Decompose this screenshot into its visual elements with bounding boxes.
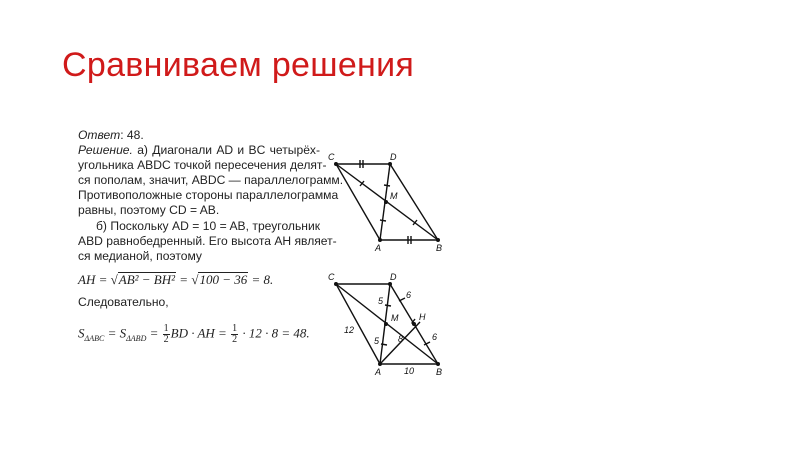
slide-title: Сравниваем решения [62,46,415,84]
length-ab: 10 [404,366,415,376]
formula-s-lhs: S [78,325,85,341]
label-d: D [390,152,397,162]
length-ca: 12 [344,325,355,335]
formula-s-eq1: = S [104,325,127,341]
answer-value: : 48. [120,128,144,142]
part-a-line-1 [78,143,320,158]
answer-label: Ответ [78,128,121,142]
figure-parallelogram-2 [320,270,450,380]
formula-s-end: · 12 · 8 = 48. [239,325,310,341]
point-m-2 [384,322,388,326]
frac2-num: 1 [232,323,238,335]
length-hb: 6 [432,332,438,342]
point-d-2 [388,282,392,286]
formula-ah-eq: = [176,271,192,287]
length-ma: 5 [374,336,380,346]
part-b-line-2: ABD равнобедренный. Его высота AH являет- [78,233,337,248]
formula-s-eq2: = [146,325,162,341]
frac1-num: 1 [163,323,169,335]
length-mh: 8 [398,334,404,344]
frac2-den: 2 [232,334,238,346]
point-m [384,200,388,204]
point-c [334,162,338,166]
formula-ah [78,272,320,287]
length-dh: 6 [406,290,412,300]
sqrt-sign-2: √ [191,271,199,287]
solution-text [78,128,344,346]
point-d [388,162,392,166]
point-b [436,238,440,242]
length-dm: 5 [378,296,384,306]
part-b-line-1: б) Поскольку AD = 10 = AB, треугольник [96,218,320,233]
label-b: B [436,243,443,253]
part-a-line-4: Противоположные стороны параллелограмма [78,188,339,203]
formula-ah-radicand-1: AB² − BH² [118,271,176,287]
formula-s-sub-1: ΔABC [84,334,105,344]
label-b-2: B [436,367,443,377]
frac1-den: 2 [163,334,169,346]
answer-line [78,128,320,143]
formula-ah-lhs: AH = [78,271,108,287]
label-m-2: M [391,313,399,323]
part-a-line-3: ся пополам, значит, ABDC — параллелограмм. [78,173,344,188]
point-h [412,322,416,326]
label-d-2: D [390,272,397,282]
tick-diag-2 [380,220,386,221]
tick-dm [385,305,391,306]
formula-s-mid: BD · AH = [170,325,231,341]
sqrt-sign-1: √ [110,271,118,287]
formula-s-sub-2: ΔABD [126,334,147,344]
label-a: A [375,243,382,253]
formula-area [78,324,320,346]
fraction-half-1 [163,324,170,345]
point-a [378,238,382,242]
label-c: C [328,152,335,162]
point-c-2 [334,282,338,286]
label-m: M [390,191,398,201]
label-c-2: C [328,272,335,282]
part-b-line-3: ся медианой, поэтому [78,248,202,263]
part-a-line-2: угольника ABDC точкой пересечения делят- [78,158,327,173]
point-b-2 [436,362,440,366]
formula-ah-result: = 8. [248,271,274,287]
tick-ma [381,344,387,345]
fraction-half-2 [231,324,238,345]
label-a-2: A [375,367,382,377]
part-a-text-1: а) Диагонали AD и BC четырёх- [132,143,320,158]
therefore-line: Следовательно, [78,294,169,309]
solution-label: Решение. [78,143,133,158]
label-h: H [419,312,426,322]
point-a-2 [378,362,382,366]
figure-parallelogram-1 [320,150,450,253]
formula-ah-radicand-2: 100 − 36 [199,271,248,287]
part-a-line-5: равны, поэтому CD = AB. [78,203,220,218]
tick-diag-1 [384,185,390,186]
